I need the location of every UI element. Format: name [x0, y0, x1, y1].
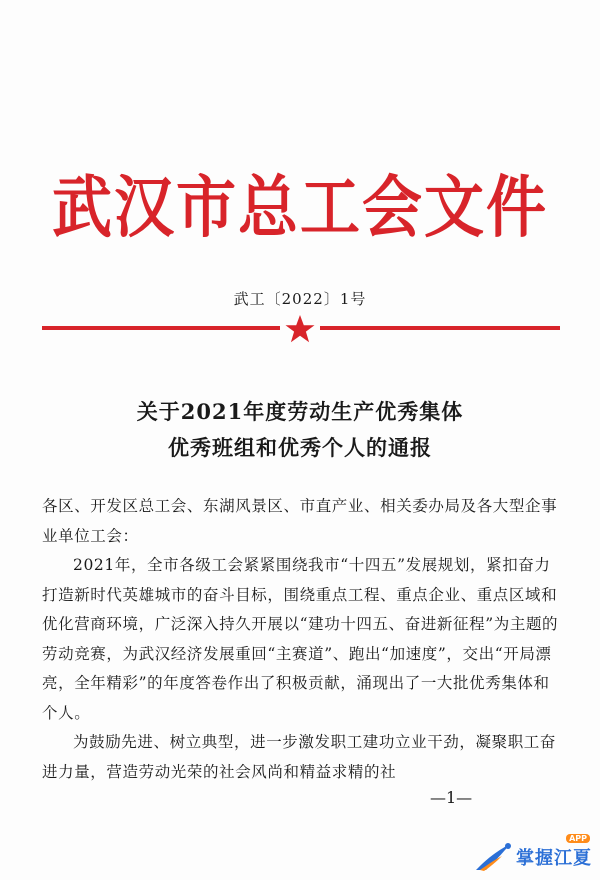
document-title-line2: 优秀班组和优秀个人的通报 — [168, 435, 432, 460]
issuer-header: 武汉市总工会文件 — [52, 168, 548, 248]
red-star-icon — [284, 314, 316, 344]
addressee: 各区、开发区总工会、东湖风景区、市直产业、相关委办局及各大型企事业单位工会： — [42, 497, 558, 545]
watermark-text: 掌握江夏 — [516, 848, 592, 869]
document-number: 武工〔2022〕1号 — [233, 290, 367, 308]
app-logo-icon — [472, 840, 514, 874]
app-watermark — [472, 834, 592, 874]
document-title-line1: 关于2021年度劳动生产优秀集体 — [136, 399, 464, 424]
red-rule-right — [320, 326, 560, 330]
body-paragraph-1: 2021年，全市各级工会紧紧围绕我市“十四五”发展规划，紧扣奋力打造新时代英雄城市的奋斗目标，围绕重点工程、重点企业、重点区域和优化营商环境，广泛深入持久开展以“建功十四五、奋进新征程”为主题的劳动竞赛，为武汉经济发展重回“主赛道”、跑出“加速度”，交出“开局漂亮，全年精彩”的年度答卷作出了积极贡献，涌现出了一大批优秀集体和个人。 — [42, 556, 559, 722]
document-body — [42, 492, 562, 787]
watermark-badge: APP — [566, 834, 590, 843]
red-rule-left — [42, 326, 280, 330]
body-paragraph-2: 为鼓励先进、树立典型，进一步激发职工建功立业干劲，凝聚职工奋进力量，营造劳动光荣的社会风尚和精益求精的社 — [42, 733, 557, 781]
page-number: —1— — [430, 788, 473, 807]
